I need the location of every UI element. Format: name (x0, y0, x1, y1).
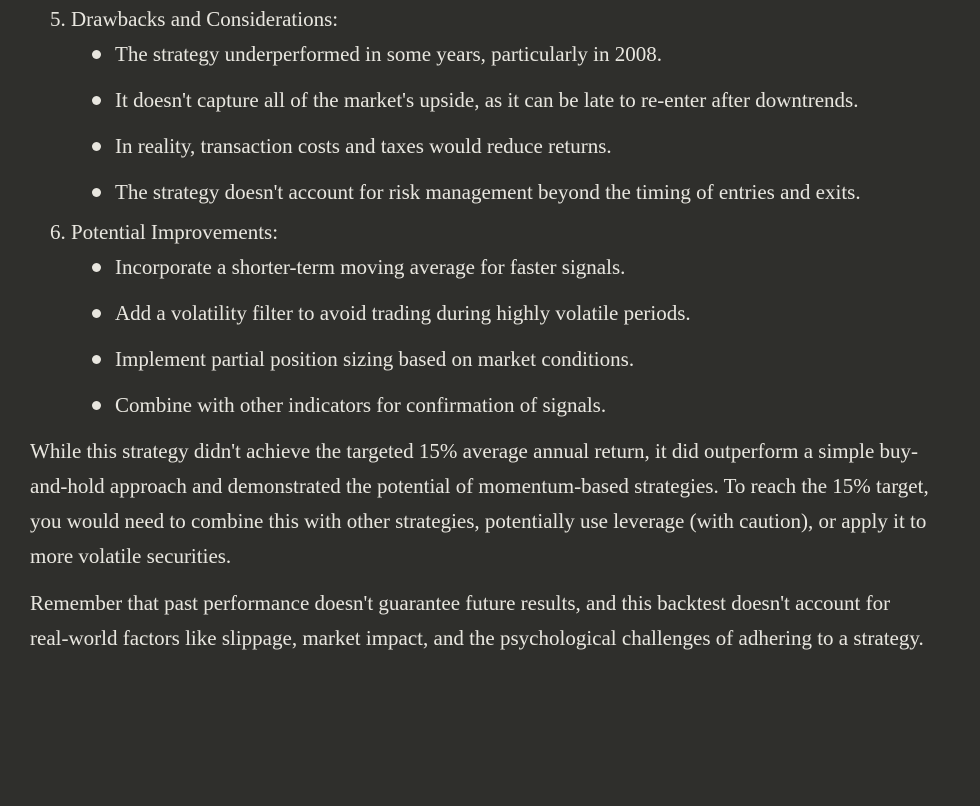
bullet-icon (92, 142, 101, 151)
list-item-text: Implement partial position sizing based on market conditions. (115, 347, 635, 371)
list-item-text: It doesn't capture all of the market's upside, as it can be late to re-enter after downtrends. (115, 88, 859, 112)
section-heading: 5. Drawbacks and Considerations: (50, 7, 339, 31)
bullet-icon (92, 188, 101, 197)
bullet-icon (92, 309, 101, 318)
section-improvements (30, 215, 980, 423)
list-item-text: The strategy doesn't account for risk management beyond the timing of entries and exits. (115, 180, 861, 204)
bullet-icon (92, 50, 101, 59)
list-item (115, 83, 915, 118)
section-drawbacks (30, 2, 980, 210)
list-item-text: In reality, transaction costs and taxes would reduce returns. (115, 134, 612, 158)
bullet-list (30, 37, 915, 210)
bullet-icon (92, 355, 101, 364)
bullet-icon (92, 263, 101, 272)
list-item (115, 388, 915, 423)
list-item (115, 175, 915, 210)
bullet-list (30, 250, 915, 423)
summary-paragraph: While this strategy didn't achieve the targeted 15% average annual return, it did outperform a simple buy-and-hold approach and demonstrated the potential of momentum-based strategies. To reach the 15% target, you would need to combine this with other strategies, potentially use leverage (with caution), or apply it to more volatile securities. (30, 439, 929, 568)
disclaimer-paragraph: Remember that past performance doesn't guarantee future results, and this backtest doesn't account for real-world factors like slippage, market impact, and the psychological challenges of adhering to a strategy. (30, 591, 924, 650)
list-item-text: Add a volatility filter to avoid trading during highly volatile periods. (115, 301, 691, 325)
list-item-text: Combine with other indicators for confirmation of signals. (115, 393, 607, 417)
bullet-icon (92, 401, 101, 410)
bullet-icon (92, 96, 101, 105)
section-heading: 6. Potential Improvements: (50, 220, 279, 244)
list-item (115, 342, 915, 377)
list-item-text: The strategy underperformed in some years, particularly in 2008. (115, 42, 662, 66)
list-item (115, 129, 915, 164)
list-item-text: Incorporate a shorter-term moving average for faster signals. (115, 255, 626, 279)
list-item (115, 296, 915, 331)
list-item (115, 250, 915, 285)
list-item (115, 37, 915, 72)
